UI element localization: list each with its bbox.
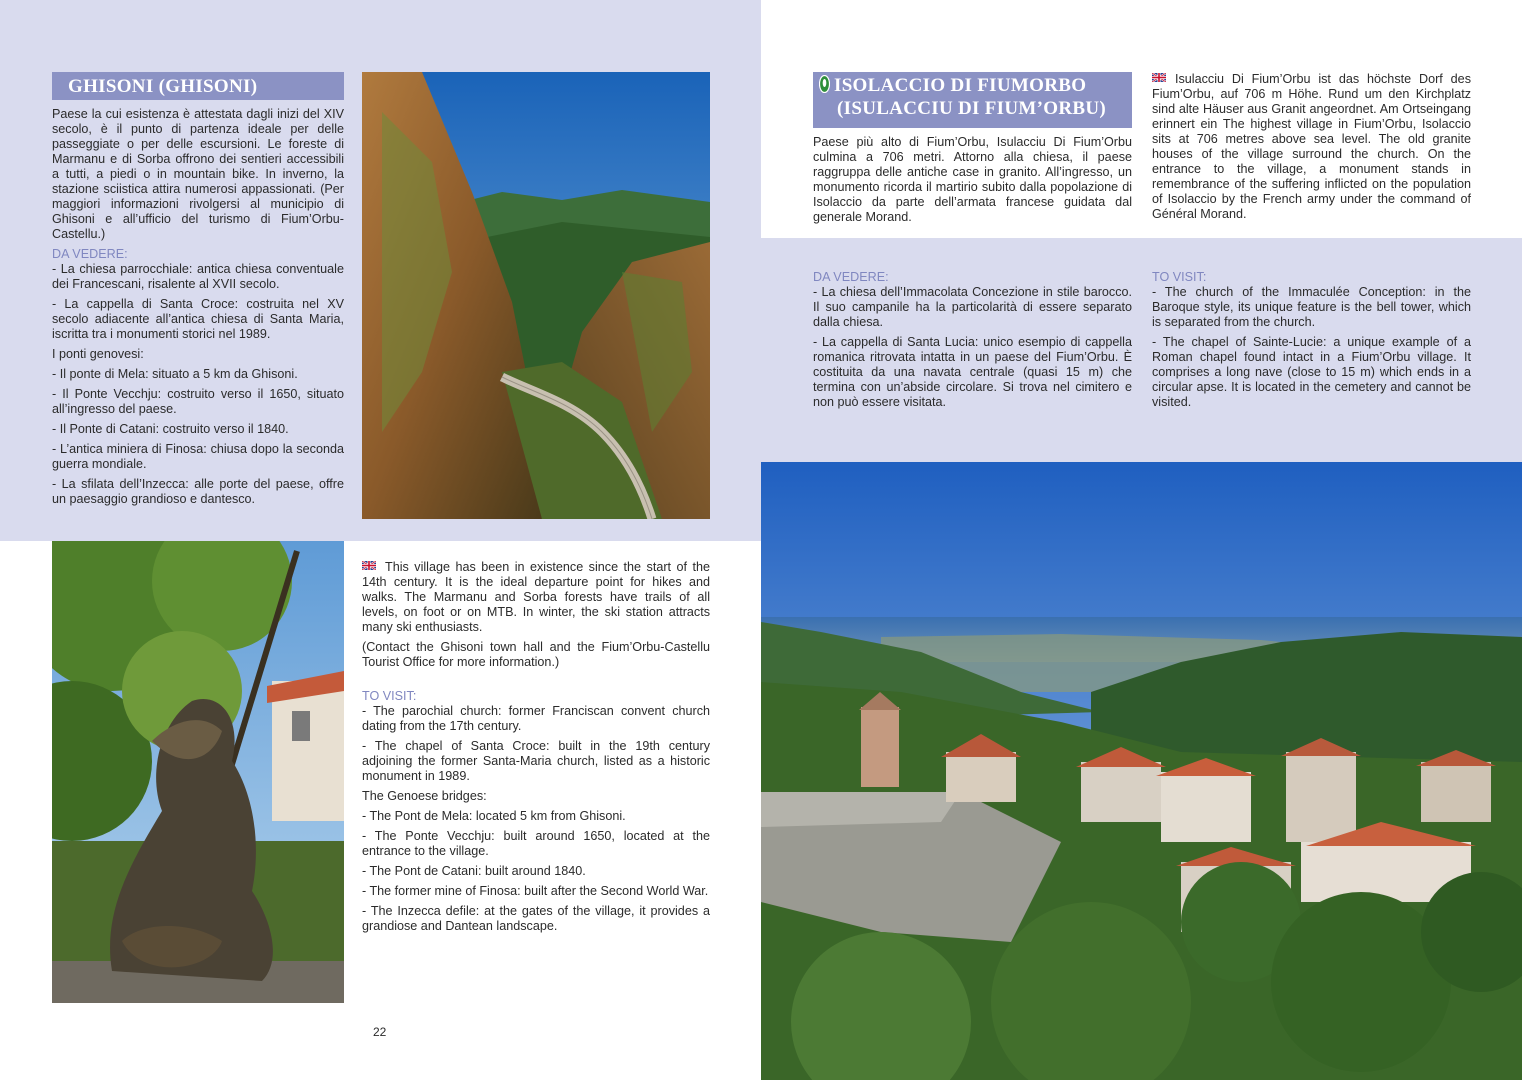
ghisoni-en-item: - The Ponte Vecchju: built around 1650, located at the entrance to the village. <box>362 829 710 858</box>
ghisoni-en-item: The Genoese bridges: <box>362 789 487 803</box>
ghisoni-english-intro: This village has been in existence since the start of the 14th century. It is the ideal departure point for hikes and walks. The Marmanu and Sorba forests have trails of all levels, on foot or on MTB. In winter, the ski station attracts many ski enthusiasts. <box>362 560 710 634</box>
isolaccio-it-item: - La cappella di Santa Lucia: unico esempio di cappella romanica ritrovata intatta in un paese del Fium’Orbu. È costituita da una navata centrale (quasi 15 m) che termina con un’abside circolare. Si trova nel cimitero e non può essere visitata. <box>813 335 1132 409</box>
isolaccio-mixed-intro: Isulacciu Di Fium’Orbu ist das höchste Dorf des Fium’Orbu, auf 706 m Höhe. Rund um den Kirchplatz sind alte Häuser aus Granit angeordnet. Am Ortseingang erinnert ein The highest village in Fium’Orbu, Isolaccio sits at 706 metres above sea level. The old granite houses of the village surround the church. On the entrance to the village, a monument stands in remembrance of the suffering inflicted on the population of Isolaccio by the French army under the command of Général Morand. <box>1152 72 1471 221</box>
ghisoni-en-item: - The Inzecca defile: at the gates of the village, it provides a grandiose and Dantean landscape. <box>362 904 710 933</box>
ghisoni-italian-text <box>52 107 344 512</box>
isolaccio-italian-intro: Paese più alto di Fium’Orbu, Isulacciu Di Fium’Orbu culmina a 706 metri. Attorno alla chiesa, il paese raggruppa delle antiche case in granito. All’ingresso, un monumento ricorda il martirio subito dalla popolazione di Isolaccio da parte dell’armata francese guidata dal generale Morand. <box>813 135 1132 224</box>
ghisoni-it-item: - Il Ponte Vecchju: costruito verso il 1650, situato all’ingresso del paese. <box>52 387 344 416</box>
ghisoni-italian-intro: Paese la cui esistenza è attestata dagli inizi del XIV secolo, è il punto di partenza ideale per delle passeggiate o per delle escursioni. Le foreste di Marmanu e di Sorba offrono dei sentieri accessibili a tutti, a piedi o in mountain bike. In inverno, la stazione sciistica attira numerosi appassionati. (Per maggiori informazioni rivolgersi al municipio di Ghisoni e all’ufficio del turismo di Fium’Orbu-Castellu.) <box>52 107 344 241</box>
ghisoni-it-item: - Il Ponte di Catani: costruito verso il 1840. <box>52 422 289 436</box>
isolaccio-italian-visit <box>813 270 1132 415</box>
ghisoni-en-item: - The chapel of Santa Croce: built in the 19th century adjoining the former Santa-Maria church, listed as a historic monument in 1989. <box>362 739 710 783</box>
page-number: 22 <box>373 1025 387 1039</box>
ghisoni-english-text <box>362 559 710 939</box>
ghisoni-en-item: - The Pont de Mela: located 5 km from Ghisoni. <box>362 809 626 823</box>
ghisoni-it-item: - Il ponte di Mela: situato a 5 km da Ghisoni. <box>52 367 298 381</box>
ghisoni-it-item: - La chiesa parrocchiale: antica chiesa conventuale dei Francescani, risalente al XVII secolo. <box>52 262 344 291</box>
ghisoni-en-item: - The parochial church: former Franciscan convent church dating from the 17th century. <box>362 704 710 733</box>
uk-flag-icon <box>1152 71 1166 80</box>
ghisoni-en-item: - The former mine of Finosa: built after the Second World War. <box>362 884 709 898</box>
isolaccio-en-item: - The church of the Immaculée Conception: in the Baroque style, its unique feature is the bell tower, which is separated from the church. <box>1152 285 1471 329</box>
ghisoni-title: GHISONI (GHISONI) <box>52 72 344 100</box>
isolaccio-english-visit <box>1152 270 1471 415</box>
isolaccio-it-item: - La chiesa dell’Immacolata Concezione in stile barocco. Il suo campanile ha la particolarità di essere separato dalla chiesa. <box>813 285 1132 329</box>
gorge-road-photo <box>362 72 710 519</box>
isolaccio-en-item: - The chapel of Sainte-Lucie: a unique example of a Roman chapel found intact in a Fium’Orbu village. It comprises a long nave (close to 15 m) which ends in a circular apse. It is located in the cemetery and cannot be visited. <box>1152 335 1471 409</box>
uk-flag-icon <box>362 559 376 568</box>
isolaccio-title-line2: (ISULACCIU DI FIUM’ORBU) <box>837 98 1106 119</box>
isolaccio-italian-heading: DA VEDERE: <box>813 270 889 284</box>
ghisoni-english-contact: (Contact the Ghisoni town hall and the Fium’Orbu-Castellu Tourist Office for more information.) <box>362 640 710 669</box>
isolaccio-title <box>813 72 1132 128</box>
ghisoni-it-item: - La sfilata dell’Inzecca: alle porte del paese, offre un paesaggio grandioso e dantesco. <box>52 477 344 506</box>
ghisoni-it-item: - L’antica miniera di Finosa: chiusa dopo la seconda guerra mondiale. <box>52 442 344 471</box>
neptune-statue-photo <box>52 541 344 1003</box>
ghisoni-english-heading: TO VISIT: <box>362 689 417 703</box>
village-landscape-photo <box>761 462 1522 1080</box>
isolaccio-title-line1: ISOLACCIO DI FIUMORBO <box>819 74 1132 97</box>
ghisoni-en-item: - The Pont de Catani: built around 1840. <box>362 864 586 878</box>
corsica-pin-icon <box>819 75 830 93</box>
ghisoni-it-item: - La cappella di Santa Croce: costruita nel XV secolo adiacente all’antica chiesa di Santa Maria, iscritta tra i monumenti storici nel 1989. <box>52 297 344 341</box>
ghisoni-it-item: I ponti genovesi: <box>52 347 144 361</box>
ghisoni-italian-heading: DA VEDERE: <box>52 247 128 261</box>
isolaccio-english-heading: TO VISIT: <box>1152 270 1207 284</box>
